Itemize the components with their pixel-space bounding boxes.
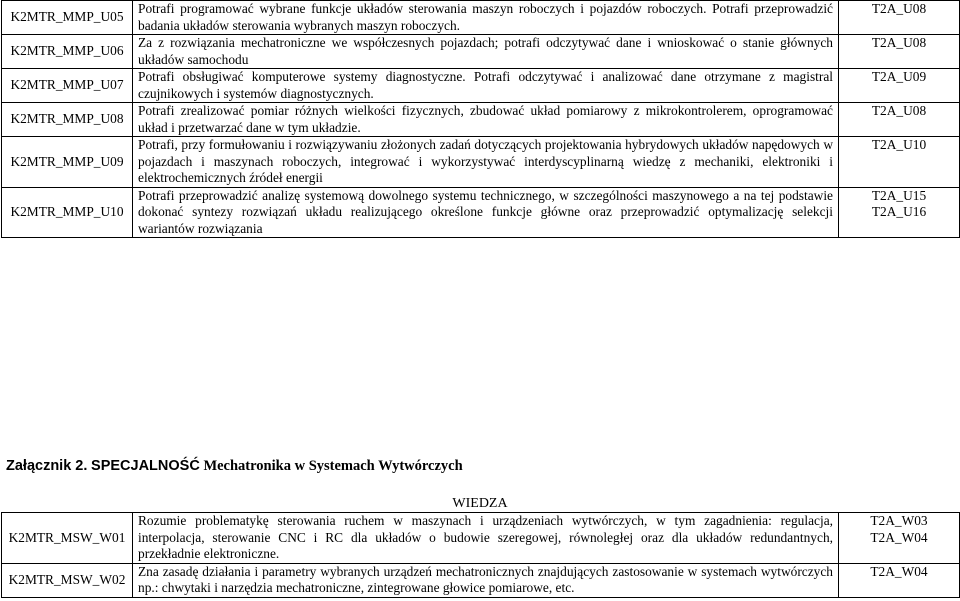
- table-row: [2, 563, 960, 597]
- table-row: [2, 1, 960, 35]
- section-heading-knowledge: WIEDZA: [452, 496, 508, 511]
- outcome-references: [839, 513, 960, 564]
- reference-code: T2A_U09: [871, 69, 927, 84]
- specialty-word: SPECJALNOŚĆ: [91, 458, 200, 474]
- outcome-description: Potrafi, przy formułowaniu i rozwiązywaniu złożonych zadań dotyczących projektowania hybrydowych układów napędowych w pojazdach i maszynach roboczych, integrować i wykorzystywać interdyscyplinarną wiedzę z mechaniki, elektroniki i elektrochemicznych źródeł energii: [133, 137, 839, 188]
- outcome-code: K2MTR_MMP_U05: [2, 1, 133, 35]
- outcome-references: [839, 103, 960, 137]
- reference-code: T2A_W04: [870, 529, 928, 545]
- reference-code: T2A_U08: [871, 35, 927, 50]
- reference-code: T2A_U16: [871, 204, 927, 219]
- outcome-description: Potrafi obsługiwać komputerowe systemy diagnostyczne. Potrafi odczytywać i analizować dane otrzymane z magistral czujnikowych i systemów diagnostycznych.: [133, 69, 839, 103]
- reference-code: T2A_W03: [870, 513, 928, 528]
- outcome-references: [839, 563, 960, 597]
- outcome-description: Potrafi zrealizować pomiar różnych wielkości fizycznych, zbudować układ pomiarowy z mikrokontrolerem, oprogramować układ i przetwarzać dane w tym układzie.: [133, 103, 839, 137]
- outcome-code: K2MTR_MMP_U09: [2, 137, 133, 188]
- skills-table-body: [2, 1, 960, 238]
- outcome-references: [839, 137, 960, 188]
- table-row: [2, 69, 960, 103]
- knowledge-table-body: [2, 513, 960, 598]
- outcome-references: [839, 35, 960, 69]
- outcome-description: Zna zasadę działania i parametry wybranych urządzeń mechatronicznych znajdujących zastosowanie w systemach wytwórczych np.: chwytaki i narzędzia mechatroniczne, zintegrowane głowice pomiarowe, etc.: [133, 563, 839, 597]
- outcome-references: [839, 1, 960, 35]
- table-row: [2, 137, 960, 188]
- table-row: [2, 187, 960, 238]
- outcome-description: Potrafi przeprowadzić analizę systemową dowolnego systemu technicznego, w szczególności maszynowego a na tej podstawie dokonać syntezy rozwiązań układu realizującego określone funkcje główne oraz przeprowadzić optymalizację selekcji wariantów rozwiązania: [133, 187, 839, 238]
- outcome-code: K2MTR_MMP_U06: [2, 35, 133, 69]
- outcome-code: K2MTR_MMP_U08: [2, 103, 133, 137]
- table-row: [2, 103, 960, 137]
- learning-outcomes-table-skills: [1, 0, 960, 238]
- attachment-label: Załącznik 2.: [6, 458, 88, 474]
- table-row: [2, 35, 960, 69]
- attachment-title: [6, 458, 463, 475]
- reference-code: T2A_U15: [871, 187, 927, 203]
- reference-code: T2A_U08: [871, 1, 927, 16]
- outcome-code: K2MTR_MSW_W01: [2, 513, 133, 564]
- specialty-name: Mechatronika w Systemach Wytwórczych: [203, 458, 463, 474]
- learning-outcomes-table-knowledge: [1, 512, 960, 598]
- outcome-code: K2MTR_MMP_U10: [2, 187, 133, 238]
- outcome-code: K2MTR_MSW_W02: [2, 563, 133, 597]
- outcome-references: [839, 69, 960, 103]
- outcome-description: Potrafi programować wybrane funkcje układów sterowania maszyn roboczych i pojazdów roboczych. Potrafi przeprowadzić badania układów sterowania wybranych maszyn roboczych.: [133, 1, 839, 35]
- outcome-references: [839, 187, 960, 238]
- outcome-code: K2MTR_MMP_U07: [2, 69, 133, 103]
- reference-code: T2A_U08: [871, 103, 927, 118]
- outcome-description: Za z rozwiązania mechatroniczne we współczesnych pojazdach; potrafi odczytywać dane i wnioskować o stanie głównych układów samochodu: [133, 35, 839, 69]
- reference-code: T2A_U10: [871, 137, 927, 152]
- table-row: [2, 513, 960, 564]
- reference-code: T2A_W04: [870, 563, 928, 579]
- outcome-description: Rozumie problematykę sterowania ruchem w maszynach i urządzeniach wytwórczych, w tym zagadnienia: regulacja, interpolacja, sterowanie CNC i RC dla układów o budowie szeregowej, równoległej oraz dla układów redundantnych, przekładnie elektroniczne.: [133, 513, 839, 564]
